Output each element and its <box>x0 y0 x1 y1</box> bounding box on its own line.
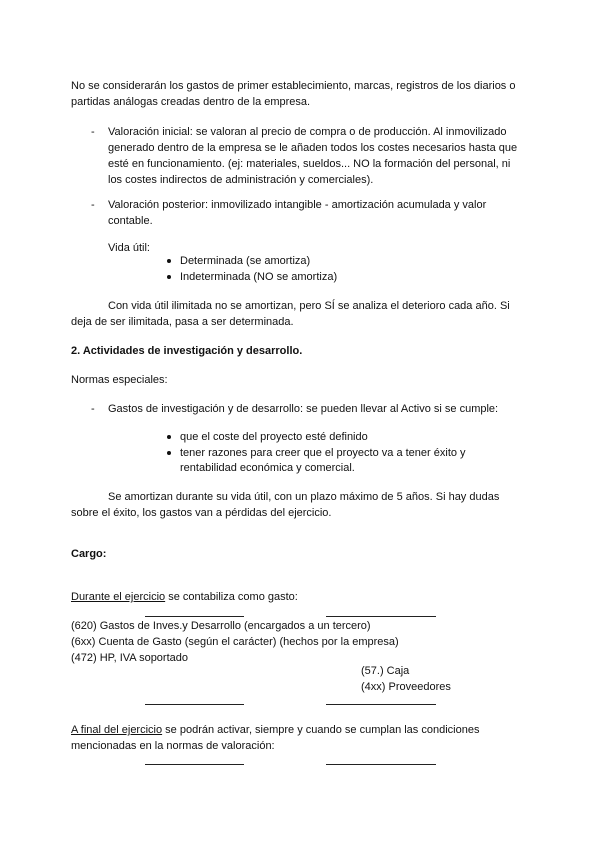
asiento-haber-1: (57.) Caja <box>361 665 410 677</box>
vida-ilimitada-line-2: deja de ser ilimitada, pasa a ser determinada. <box>71 316 294 328</box>
bullet-icon <box>167 259 171 263</box>
intro-line-2: partidas análogas creadas dentro de la empresa. <box>71 96 311 108</box>
bullet-icon <box>167 275 171 279</box>
vida-util-item-1: Determinada (se amortiza) <box>180 255 311 267</box>
amortizan-line-1: Se amortizan durante su vida útil, con un plazo máximo de 5 años. Si hay dudas <box>108 491 500 503</box>
valoracion-inicial-line-3: esté en funcionamiento. (ej: materiales, sueldos... NO la formación del personal, ni <box>108 158 511 170</box>
vida-util-item-2: Indeterminada (NO se amortiza) <box>180 271 338 283</box>
condicion-1: que el coste del proyecto esté definido <box>180 431 368 443</box>
valoracion-inicial-line-4: los costes indirectos de administración y comerciales). <box>108 174 374 186</box>
amortizan-line-2: sobre el éxito, los gastos van a pérdidas del ejercicio. <box>71 507 332 519</box>
final-ejercicio-line-1 <box>71 722 479 738</box>
asiento-debe-1: (620) Gastos de Inves.y Desarrollo (encargados a un tercero) <box>71 620 371 632</box>
normas-especiales-label: Normas especiales: <box>71 374 168 386</box>
gastos-id-text: Gastos de investigación y de desarrollo: se pueden llevar al Activo si se cumple: <box>108 403 499 415</box>
dash-marker: - <box>91 403 95 415</box>
final-rest: se podrán activar, siempre y cuando se cumplan las condiciones <box>162 724 480 736</box>
bullet-icon <box>167 451 171 455</box>
section-title: 2. Actividades de investigación y desarrollo. <box>71 345 303 357</box>
vida-ilimitada-line-1: Con vida útil ilimitada no se amortizan, pero SÍ se analiza el deterioro cada año. Si <box>108 300 510 312</box>
journal-line-left <box>145 704 244 705</box>
journal-line-left <box>145 764 244 765</box>
final-underlined: A final del ejercicio <box>71 724 163 736</box>
condicion-2-line-2: rentabilidad económica y comercial. <box>180 462 355 474</box>
durante-rest: se contabiliza como gasto: <box>165 591 298 603</box>
asiento-debe-2: (6xx) Cuenta de Gasto (según el carácter) (hechos por la empresa) <box>71 636 399 648</box>
dash-marker: - <box>91 199 95 211</box>
cargo-title: Cargo: <box>71 548 107 560</box>
valoracion-inicial-line-2: generado dentro de la empresa se le añaden todos los costes necesarios hasta que <box>108 142 518 154</box>
dash-marker: - <box>91 126 95 138</box>
vida-util-label: Vida útil: <box>108 242 150 254</box>
condicion-2-line-1: tener razones para creer que el proyecto va a tener éxito y <box>180 447 466 459</box>
valoracion-inicial-line-1: Valoración inicial: se valoran al precio de compra o de producción. Al inmovilizado <box>108 126 507 138</box>
journal-line-right <box>326 704 436 705</box>
asiento-debe-3: (472) HP, IVA soportado <box>71 652 188 664</box>
journal-line-left <box>145 616 244 617</box>
valoracion-posterior-line-2: contable. <box>108 215 153 227</box>
durante-ejercicio-line <box>71 589 298 605</box>
bullet-icon <box>167 435 171 439</box>
journal-line-right <box>326 764 436 765</box>
durante-underlined: Durante el ejercicio <box>71 591 166 603</box>
asiento-haber-2: (4xx) Proveedores <box>361 681 451 693</box>
final-ejercicio-line-2: mencionadas en la normas de valoración: <box>71 740 275 752</box>
journal-line-right <box>326 616 436 617</box>
intro-line-1: No se considerarán los gastos de primer establecimiento, marcas, registros de los diarios o <box>71 80 516 92</box>
valoracion-posterior-line-1: Valoración posterior: inmovilizado intangible - amortización acumulada y valor <box>108 199 487 211</box>
